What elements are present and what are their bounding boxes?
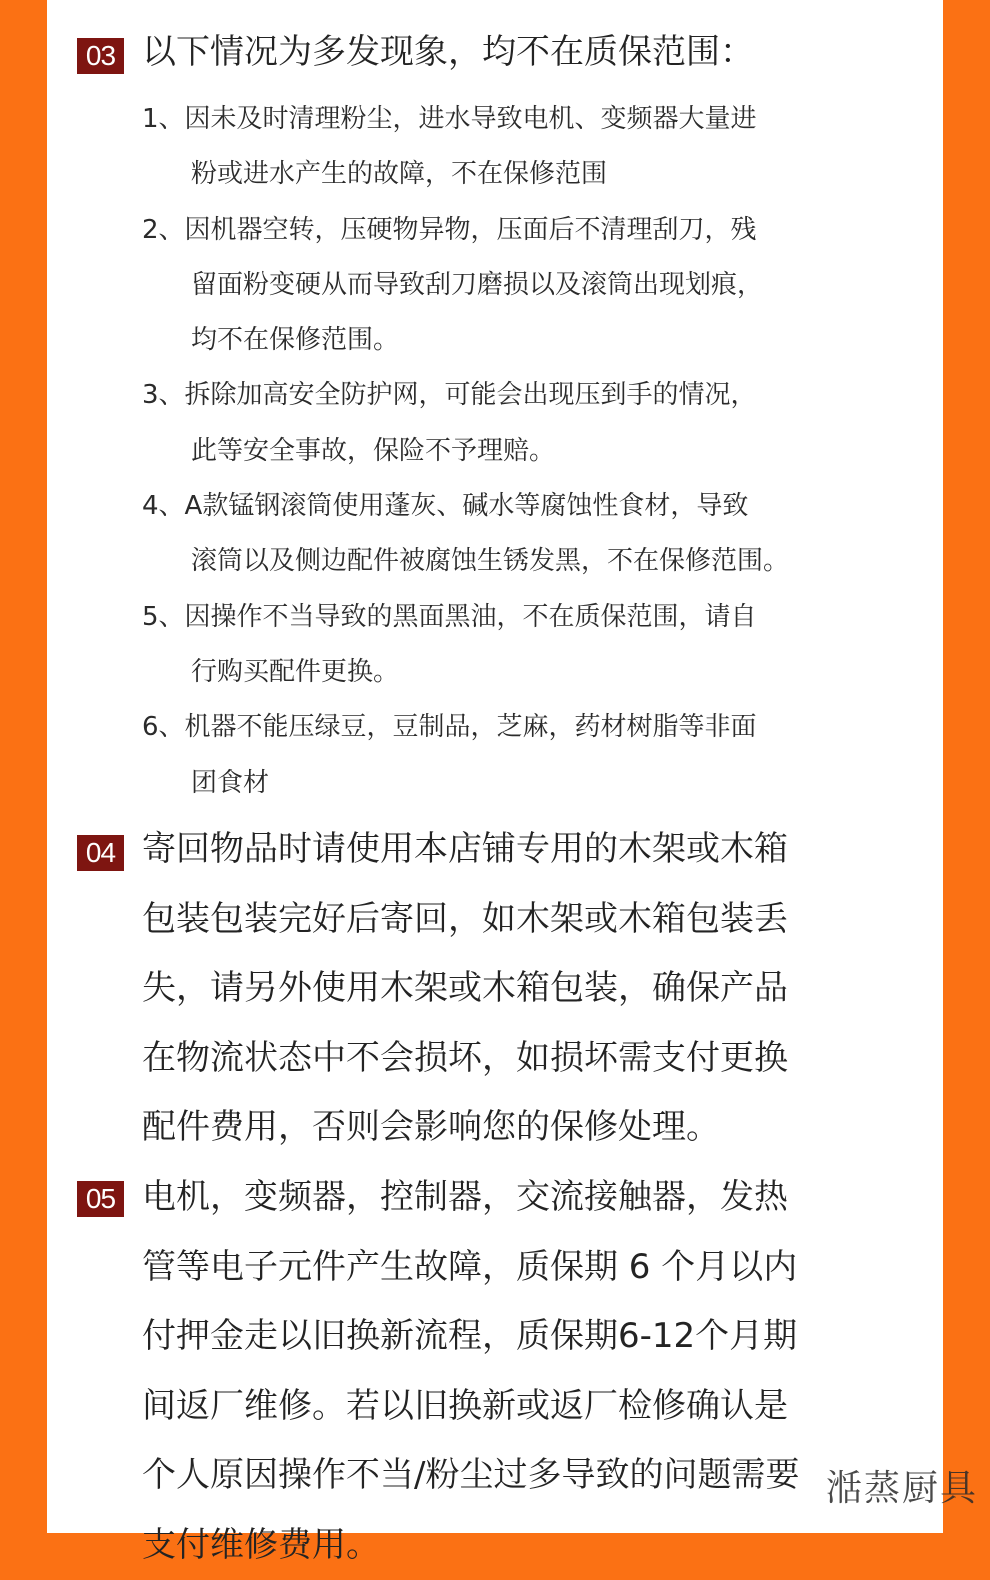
item-number: 5、 <box>142 590 185 645</box>
paragraph-line: 寄回物品时请使用本店铺专用的木架或木箱 <box>142 815 902 885</box>
item-text: 均不在保修范围。 <box>142 313 922 368</box>
paragraph-line: 在物流状态中不会损坏，如损坏需支付更换 <box>142 1024 902 1094</box>
item-text: 机器不能压绿豆，豆制品，芝麻，药材树脂等非面 <box>185 712 757 742</box>
item-number: 6、 <box>142 700 185 755</box>
list-item <box>142 479 922 590</box>
item-text: 滚筒以及侧边配件被腐蚀生锈发黑，不在保修范围。 <box>142 534 922 589</box>
brand-watermark: 湉蒸厨具 <box>826 1460 978 1511</box>
content-panel <box>47 0 943 1533</box>
item-number: 2、 <box>142 203 185 258</box>
list-item <box>142 92 922 203</box>
list-item <box>142 700 922 811</box>
section-paragraph <box>142 815 902 1163</box>
paragraph-line: 配件费用，否则会影响您的保修处理。 <box>142 1093 902 1163</box>
section-badge: 03 <box>77 38 124 74</box>
item-text: 行购买配件更换。 <box>142 645 922 700</box>
section-paragraph <box>142 1163 902 1580</box>
item-text: 因未及时清理粉尘，进水导致电机、变频器大量进 <box>185 104 757 134</box>
paragraph-line: 间返厂维修。若以旧换新或返厂检修确认是 <box>142 1372 902 1442</box>
item-text: 因机器空转，压硬物异物，压面后不清理刮刀，残 <box>185 215 757 245</box>
paragraph-line: 个人原因操作不当/粉尘过多导致的问题需要 <box>142 1441 902 1511</box>
item-text: A款锰钢滚筒使用蓬灰、碱水等腐蚀性食材，导致 <box>185 491 749 521</box>
list-item <box>142 203 922 369</box>
paragraph-line: 电机，变频器，控制器，交流接触器，发热 <box>142 1163 902 1233</box>
paragraph-line: 支付维修费用。 <box>142 1511 902 1580</box>
section-heading: 以下情况为多发现象，均不在质保范围： <box>142 30 754 74</box>
item-number: 1、 <box>142 92 185 147</box>
paragraph-line: 付押金走以旧换新流程，质保期6-12个月期 <box>142 1302 902 1372</box>
item-text: 留面粉变硬从而导致刮刀磨损以及滚筒出现划痕， <box>142 258 922 313</box>
section-badge: 04 <box>77 835 124 871</box>
item-text: 拆除加高安全防护网，可能会出现压到手的情况， <box>185 380 757 410</box>
list-item <box>142 368 922 479</box>
paragraph-line: 失，请另外使用木架或木箱包装，确保产品 <box>142 954 902 1024</box>
section-badge: 05 <box>77 1181 124 1217</box>
paragraph-line: 包装包装完好后寄回，如木架或木箱包装丢 <box>142 885 902 955</box>
item-text: 此等安全事故，保险不予理赔。 <box>142 424 922 479</box>
list-item <box>142 590 922 701</box>
exclusion-list <box>142 92 922 811</box>
paragraph-line: 管等电子元件产生故障，质保期 6 个月以内 <box>142 1233 902 1303</box>
item-number: 3、 <box>142 368 185 423</box>
item-number: 4、 <box>142 479 185 534</box>
item-text: 因操作不当导致的黑面黑油，不在质保范围，请自 <box>185 602 757 632</box>
item-text: 粉或进水产生的故障，不在保修范围 <box>142 147 922 202</box>
item-text: 团食材 <box>142 756 922 811</box>
